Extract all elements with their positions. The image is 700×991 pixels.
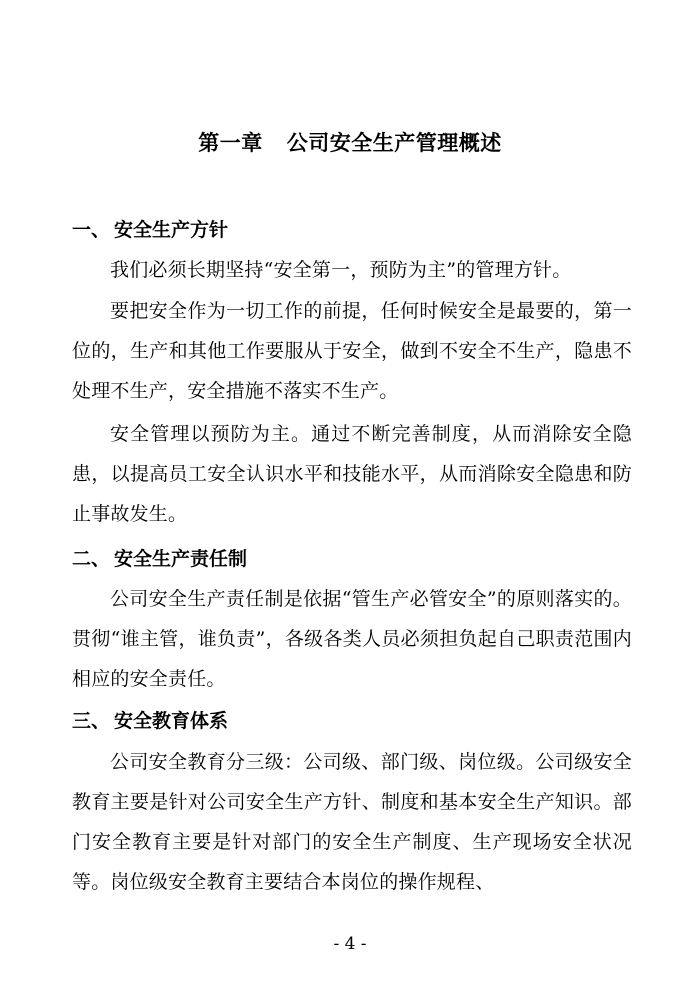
section-number: 三、 (72, 710, 111, 732)
paragraph: 公司安全教育分三级：公司级、部门级、岗位级。公司级安全教育主要是针对公司安全生产方针、制度和基本安全生产知识。部门安全教育主要是针对部门的安全生产制度、生产现场安全状况等。岗位级安全教育主要结合本岗位的操作规程、 (72, 751, 632, 893)
chapter-title (0, 128, 700, 158)
section-number: 一、 (72, 219, 111, 241)
section-heading-2 (72, 545, 247, 573)
section-heading-1 (72, 216, 228, 244)
section-heading-3 (72, 707, 228, 735)
section-number: 二、 (72, 548, 111, 570)
section-title: 安全生产责任制 (114, 548, 248, 570)
chapter-label: 第一章 (198, 131, 263, 155)
paragraph: 安全管理以预防为主。通过不断完善制度，从而消除安全隐患，以提高员工安全认识水平和技能水平，从而消除安全隐患和防止事故发生。 (72, 423, 632, 525)
page-number: - 4 - (333, 934, 367, 954)
chapter-title-text: 公司安全生产管理概述 (286, 131, 502, 155)
section-title: 安全生产方针 (114, 219, 229, 241)
paragraph: 公司安全生产责任制是依据“管生产必管安全”的原则落实的。贯彻“谁主管，谁负责”，各级各类人员必须担负起自己职责范围内相应的安全责任。 (72, 588, 632, 690)
section-title: 安全教育体系 (114, 710, 229, 732)
paragraph: 我们必须长期坚持“安全第一，预防为主”的管理方针。 (110, 259, 572, 281)
paragraph: 要把安全作为一切工作的前提，任何时候安全是最要的，第一位的，生产和其他工作要服从于安全，做到不安全不生产，隐患不处理不生产，安全措施不落实不生产。 (72, 300, 632, 402)
